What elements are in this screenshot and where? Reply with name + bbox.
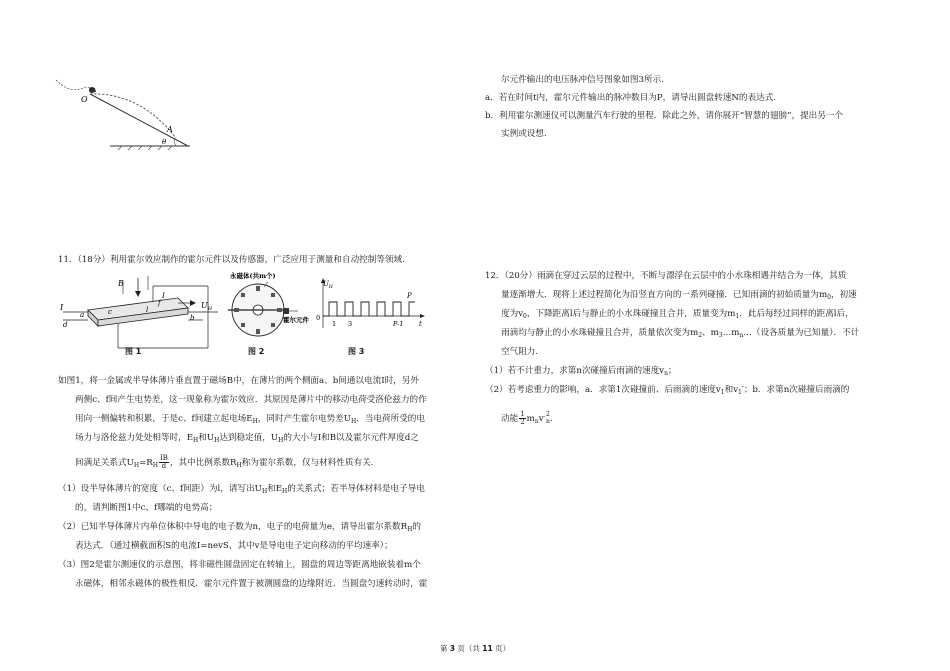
fig2-hall-label: 霍尔元件	[283, 316, 309, 324]
page-footer: 第 3 页（共 11 页）	[439, 644, 511, 653]
q12-line-2: 量逐渐增大．现将上述过程简化为沿竖直方向的一系列碰撞．已知雨滴的初始质量为$m_0$，初速	[501, 290, 857, 301]
fig3-tick-P: P	[407, 292, 412, 300]
q11-cont-line: 尔元件输出的电压脉冲信号图象如图3所示.	[501, 75, 664, 85]
fig1-B: B	[118, 279, 124, 288]
page-total: 11	[482, 644, 493, 653]
q12-line-5: 空气阻力.	[501, 347, 539, 357]
q11-item-2-line-1: （2）已知半导体薄片内单位体积中导电的电子数为n，电子的电荷量为e，请导出霍尔系数$R_H$的	[58, 522, 421, 533]
hall-figure-1	[58, 272, 228, 362]
q12-line-1: 12．（20分）雨滴在穿过云层的过程中，不断与漂浮在云层中的小水珠相遇并结合为一体，其质	[485, 271, 847, 281]
q11-part-b-line-1: b．利用霍尔测速仪可以测量汽车行驶的里程．除此之外，请你展开“智慧的翅膀”，提出另一个	[485, 111, 844, 121]
fig3-tick-3: 3	[348, 320, 353, 328]
fig1-I-mid: I	[162, 292, 165, 300]
q11-header: 11．（18分）利用霍尔效应制作的霍尔元件以及传感器，广泛应用于测量和自动控制等领域.	[58, 255, 405, 265]
q12-item-1: （1）若不计重力，求第n次碰撞后雨滴的速度$v_n$；	[485, 366, 677, 377]
q11-para-line-5: 间满足关系式$U_H=R_H$ $\frac{IB}{d}$ ，其中比例系数$R_H$称为霍尔系数，仅与材料性质有关.	[75, 454, 374, 470]
svg-text:UH	[201, 301, 213, 312]
page-number: 3	[449, 644, 455, 653]
fig1-b: b	[190, 314, 195, 322]
fig3-tick-P-1: P-1	[393, 320, 404, 328]
fig3-ylabel: U	[323, 280, 329, 288]
q11-part-b-line-2: 实例或设想.	[501, 129, 547, 139]
fig2-caption: 图 2	[248, 347, 265, 356]
q11-para-line-4: 场力与洛伦兹力处处相等时，$E_H$和$U_H$达到稳定值，$U_H$的大小与I和B以及霍尔元件厚度d之	[75, 433, 419, 444]
label-theta: θ	[162, 138, 167, 146]
fig1-l: l	[146, 306, 149, 314]
fig3-ylabel-sub: H	[328, 285, 333, 290]
fig3-t: t	[419, 320, 422, 328]
fig1-I-left: I	[60, 303, 64, 312]
fig1-a: a	[80, 311, 85, 319]
label-A: A	[167, 125, 173, 134]
fig3-tick-0: 0	[316, 314, 321, 322]
fraction-half: $\frac{1}{2}$	[520, 410, 525, 426]
fig1-caption: 图 1	[125, 347, 142, 356]
fig1-f: f	[158, 299, 161, 307]
fig1-d: d	[63, 321, 68, 329]
q11-part-a: a．若在时间t内，霍尔元件输出的脉冲数目为P，请导出圆盘转速N的表达式.	[485, 93, 777, 103]
fig1-UH-sub: H	[207, 306, 213, 312]
svg-text:UH	[323, 280, 333, 290]
fig2-magnet-label: 永磁体(共m个)	[230, 272, 276, 280]
slope-figure	[50, 74, 200, 154]
q12-line-3: 度为$v_0$，下降距离l后与静止的小水珠碰撞且合并，质量变为$m_1$．此后每经过同样的距离l后，	[501, 309, 854, 320]
q11-item-3-line-1: （3）图2是霍尔测速仪的示意图，将非磁性圆盘固定在转轴上，圆盘的周边等距离地嵌装着m个	[58, 560, 421, 570]
q12-line-4: 雨滴均与静止的小水珠碰撞且合并，质量依次变为$m_2$、$m_3\dots m_n\dots$（设各质量为已知量）．不计	[501, 328, 860, 339]
hall-figure-2	[228, 268, 313, 350]
q11-para-line-2: 两侧c、f间产生电势差，这一现象称为霍尔效应．其原因是薄片中的移动电荷受洛伦兹力的作	[75, 395, 427, 405]
label-O: O	[81, 95, 88, 104]
fig1-c: c	[108, 308, 112, 316]
q11-para-line-1: 如图1，将一金属或半导体薄片垂直置于磁场B中，在薄片的两个侧面a、b间通以电流I时，另外	[58, 376, 419, 386]
fig1-UH: U	[201, 301, 208, 310]
q11-para-line-3: 用向一侧偏转和积累，于是c、f间建立起电场$E_H$，同时产生霍尔电势差$U_H$．当电荷所受的电	[75, 414, 425, 425]
hall-figure-3	[315, 276, 427, 338]
q11-item-1-line-2: 的，请判断图1中c、f哪端的电势高；	[75, 503, 218, 513]
q11-item-2-line-2: 表达式．（通过横截面积S的电流I=nevS，其中v是导电电子定向移动的平均速率）；	[75, 541, 393, 551]
fig3-caption: 图 3	[348, 347, 365, 356]
q12-item-2: （2）若考虑重力的影响，a．求第1次碰撞前、后雨滴的速度$v_1$和$v_1'$；b．求第n次碰撞后雨滴的	[485, 385, 850, 396]
fig3-tick-1: 1	[332, 320, 337, 328]
fraction-IB-d: $\frac{IB}{d}$	[159, 454, 168, 470]
q11-item-1-line-1: （1）设半导体薄片的宽度（c、f间距）为l，请写出$U_H$和$E_H$的关系式；若半导体材料是电子导电	[58, 484, 425, 495]
q11-item-3-line-2: 永磁体，相邻永磁体的极性相反．霍尔元件置于被测圆盘的边缘附近．当圆盘匀速转动时，霍	[75, 579, 428, 589]
q12-kinetic-energy: 动能 $\frac{1}{2}$ $m_nv'$ 2 n .	[501, 410, 553, 426]
